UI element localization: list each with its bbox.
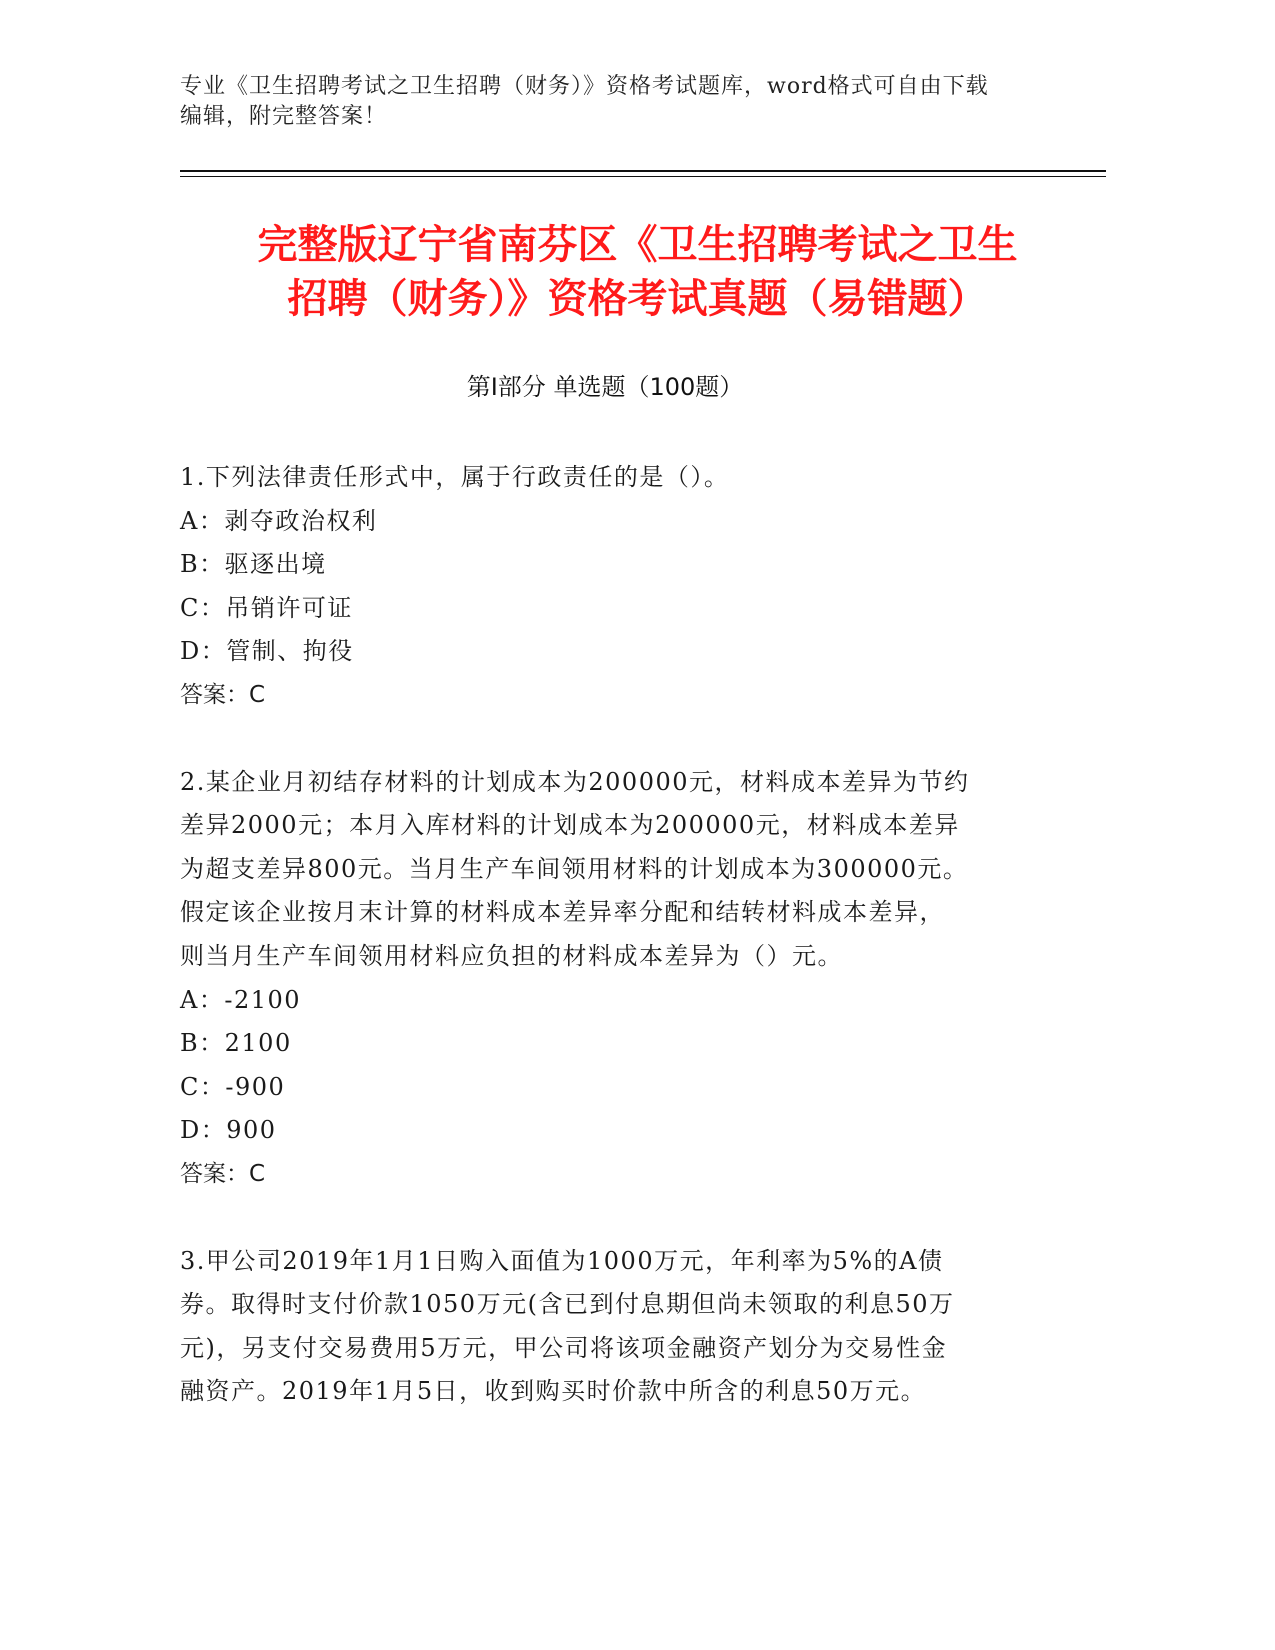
- document-title-line: 完整版辽宁省南芬区《卫生招聘考试之卫生: [257, 222, 1018, 268]
- question-stem: 则当月生产车间领用材料应负担的材料成本差异为（）元。: [180, 941, 843, 970]
- question-stem: 元)，另支付交易费用5万元，甲公司将该项金融资产划分为交易性金: [180, 1333, 948, 1362]
- question-stem: 1.下列法律责任形式中，属于行政责任的是（）。: [180, 463, 730, 491]
- question-2: [180, 761, 1060, 1197]
- option-b: B：驱逐出境: [180, 550, 327, 579]
- header-divider-thin: [180, 176, 1106, 177]
- option-a: A：-2100: [180, 985, 302, 1014]
- document-title-line: 招聘（财务）》资格考试真题（易错题）: [287, 276, 988, 322]
- question-stem: 差异2000元；本月入库材料的计划成本为200000元，材料成本差异: [180, 811, 960, 840]
- question-stem: 为超支差异800元。当月生产车间领用材料的计划成本为300000元。: [180, 854, 969, 883]
- question-stem: 2.某企业月初结存材料的计划成本为200000元，材料成本差异为节约: [180, 767, 970, 796]
- answer: 答案：C: [180, 1160, 266, 1187]
- question-list: [180, 456, 1060, 1457]
- header-note-line: 编辑，附完整答案！: [180, 104, 388, 129]
- question-stem: 假定该企业按月末计算的材料成本差异率分配和结转材料成本差异，: [180, 898, 945, 927]
- document-title: [160, 218, 1115, 326]
- option-c: C：-900: [180, 1072, 286, 1101]
- question-stem: 融资产。2019年1月5日，收到购买时价款中所含的利息50万元。: [180, 1377, 927, 1406]
- option-d: D：900: [180, 1116, 277, 1145]
- question-stem: 3.甲公司2019年1月1日购入面值为1000万元，年利率为5%的A债: [180, 1246, 944, 1275]
- question-1: [180, 456, 1060, 718]
- option-d: D：管制、拘役: [180, 637, 354, 666]
- header-divider-thick: [180, 170, 1106, 172]
- header-note: [180, 72, 1060, 132]
- section-heading: 第Ⅰ部分 单选题（100题）: [466, 373, 744, 401]
- option-a: A：剥夺政治权利: [180, 506, 378, 535]
- header-note-line: 专业《卫生招聘考试之卫生招聘（财务）》资格考试题库，word格式可自由下载: [180, 74, 989, 99]
- option-b: B：2100: [180, 1029, 292, 1058]
- option-c: C：吊销许可证: [180, 593, 353, 622]
- question-stem: 券。取得时支付价款1050万元(含已到付息期但尚未领取的利息50万: [180, 1290, 955, 1319]
- question-3: [180, 1240, 1060, 1414]
- answer: 答案：C: [180, 681, 266, 708]
